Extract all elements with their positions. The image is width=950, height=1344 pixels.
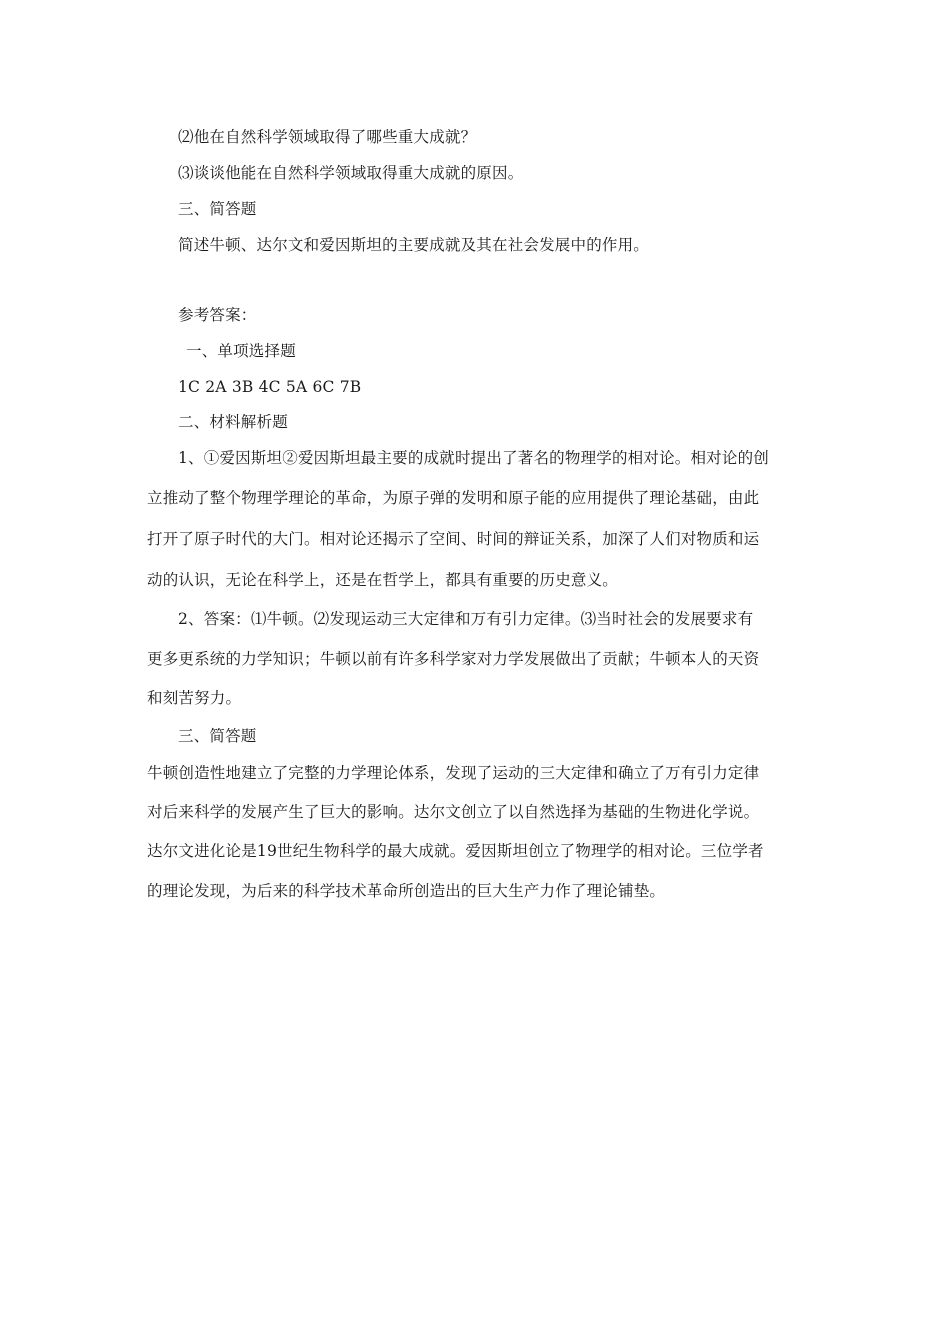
answers-part2-heading: 二、材料解析题 <box>178 413 288 431</box>
answers-part1-heading: 一、单项选择题 <box>186 342 296 360</box>
answer-part3-line: 牛顿创造性地建立了完整的力学理论体系，发现了运动的三大定律和确立了万有引力定律 <box>147 764 760 782</box>
answer-item2-line: 和刻苦努力。 <box>147 689 242 707</box>
question-2: ⑵他在自然科学领域取得了哪些重大成就？ <box>178 128 477 146</box>
section-3-heading: 三、简答题 <box>178 200 257 218</box>
section-3-question: 简述牛顿、达尔文和爱因斯坦的主要成就及其在社会发展中的作用。 <box>178 236 650 254</box>
answer-item2-line: 2、答案：⑴牛顿。⑵发现运动三大定律和万有引力定律。⑶当时社会的发展要求有 <box>178 610 754 628</box>
question-3: ⑶谈谈他能在自然科学领域取得重大成就的原因。 <box>178 164 524 182</box>
answer-item1-line: 动的认识，无论在科学上，还是在哲学上，都具有重要的历史意义。 <box>147 571 619 589</box>
answer-part3-line: 达尔文进化论是19世纪生物科学的最大成就。爱因斯坦创立了物理学的相对论。三位学者 <box>147 842 764 860</box>
answer-item2-line: 更多更系统的力学知识；牛顿以前有许多科学家对力学发展做出了贡献；牛顿本人的天资 <box>147 650 760 668</box>
answer-item1-line: 立推动了整个物理学理论的革命，为原子弹的发明和原子能的应用提供了理论基础，由此 <box>147 489 760 507</box>
answer-item1-line: 1、①爱因斯坦②爱因斯坦最主要的成就时提出了著名的物理学的相对论。相对论的创 <box>178 449 769 467</box>
answers-part3-heading: 三、简答题 <box>178 727 257 745</box>
answers-part1-content: 1C 2A 3B 4C 5A 6C 7B <box>178 378 362 396</box>
answers-title: 参考答案： <box>178 306 257 324</box>
answer-part3-line: 对后来科学的发展产生了巨大的影响。达尔文创立了以自然选择为基础的生物进化学说。 <box>147 803 760 821</box>
answer-part3-line: 的理论发现，为后来的科学技术革命所创造出的巨大生产力作了理论铺垫。 <box>147 882 666 900</box>
answer-item1-line: 打开了原子时代的大门。相对论还揭示了空间、时间的辩证关系，加深了人们对物质和运 <box>147 530 760 548</box>
